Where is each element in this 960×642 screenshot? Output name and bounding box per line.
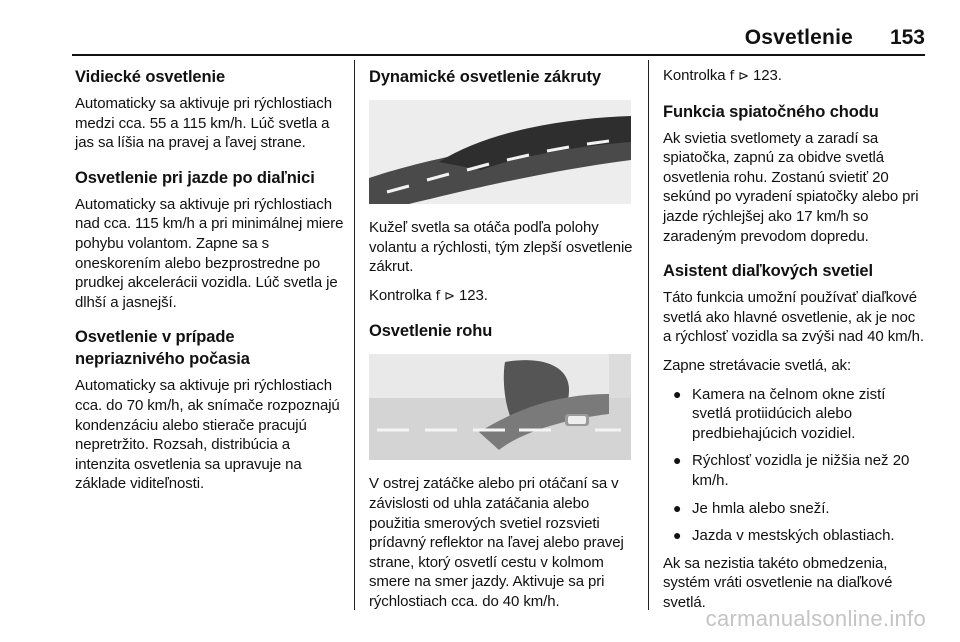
page-header [72, 26, 925, 56]
text-dynamic-curve-lighting: Kužeľ svetla sa otáča podľa polohy volantu a rýchlosti, tým zlepší osvetlenie zákrut. [369, 219, 633, 276]
column-divider-2 [648, 60, 649, 610]
page-title: Osvetlenie [744, 26, 853, 49]
list-item: ● Je hmla alebo sneží. [673, 499, 830, 517]
heading-bad-weather-line1: Osvetlenie v prípade [75, 328, 235, 347]
heading-reverse-function: Funkcia spiatočného chodu [663, 102, 879, 121]
text-restore-high-beam: Ak sa nezistia takéto obmedzenia, systém vráti osvetlenie na diaľkové svetlá. [663, 554, 893, 611]
column-divider-1 [354, 60, 355, 610]
column-1 [75, 60, 347, 503]
curve-lighting-illustration [369, 100, 631, 204]
list-item: ● Rýchlosť vozidla je nižšia než 20 km/h. [673, 452, 910, 489]
column-2 [369, 60, 635, 621]
reference-control-light: Kontrolka f ⊳ 123. [369, 286, 488, 304]
text-low-beam-conditions: Zapne stretávacie svetlá, ak: [663, 356, 852, 374]
heading-bad-weather-line2: nepriaznivého počasia [75, 350, 250, 369]
text-high-beam-assist: Táto funkcia umožní používať diaľkové svetlá ako hlavné osvetlenie, ak je noc a rýchlosť vozidla sa zvýši nad 40 km/h. [663, 289, 924, 346]
heading-corner-lighting: Osvetlenie rohu [369, 322, 493, 341]
reference-control-light-2: Kontrolka f ⊳ 123. [663, 67, 782, 84]
text-motorway-lighting: Automaticky sa aktivuje pri rýchlostiach nad cca. 115 km/h a pri minimálnej miere pohybu volantom. Zapne sa s oneskorením alebo bezprostredne po prudkej akcelerácii vozidla. Lúč svetla je dlhší a jasnejší. [75, 195, 344, 311]
text-reverse-function: Ak svietia svetlomety a zaradí sa spiatočka, zapnú za obidve svetlá osvetlenia rohu. Zostanú svietiť 20 sekúnd po vyradení spiatočky alebo pri jazde rýchlejšej ako 17 km/h so zaradeným prevodom dopredu. [663, 129, 919, 245]
text-bad-weather-lighting: Automaticky sa aktivuje pri rýchlostiach cca. do 70 km/h, ak snímače rozpoznajú kondenzáciu alebo stierače pracujú nepretržito. Rozsah, distribúcia a intenzita osvetlenia sa upravuje na základe viditeľnosti. [75, 377, 340, 493]
conditions-list [663, 385, 927, 546]
heading-dynamic-curve-lighting: Dynamické osvetlenie zákruty [369, 68, 601, 86]
heading-motorway-lighting: Osvetlenie pri jazde po diaľnici [75, 168, 315, 187]
page-reference-icon: ⊳ [738, 69, 749, 84]
figure-corner-lighting [369, 354, 631, 460]
watermark: carmanualsonline.info [705, 606, 926, 631]
heading-bad-weather-lighting [75, 326, 347, 370]
corner-lighting-illustration [369, 354, 631, 460]
heading-high-beam-assist: Asistent diaľkových svetiel [663, 262, 873, 281]
heading-rural-lighting: Vidiecké osvetlenie [75, 68, 226, 86]
column-3 [663, 60, 927, 621]
page-reference-icon: ⊳ [444, 288, 455, 304]
text-corner-lighting: V ostrej zatáčke alebo pri otáčaní sa v závislosti od uhla zatáčania alebo použitia smerových svetiel rozsvieti prídavný reflektor na ľavej alebo pravej strane, ktorý osvetlí cestu v kolmom smere na smer jazdy. Aktivuje sa pri rýchlostiach cca. do 40 km/h. [369, 475, 624, 610]
control-light-icon: f [729, 69, 735, 84]
list-item: ● Kamera na čelnom okne zistí svetlá protiidúcich alebo predbiehajúcich vozidiel. [673, 385, 886, 442]
figure-dynamic-curve-lighting [369, 100, 631, 204]
list-item: ● Jazda v mestských oblastiach. [673, 527, 895, 545]
page-number: 153 [889, 26, 925, 49]
text-rural-lighting: Automaticky sa aktivuje pri rýchlostiach medzi cca. 55 a 115 km/h. Lúč svetla a jas sa líšia na pravej a ľavej strane. [75, 95, 332, 152]
control-light-icon: f [435, 288, 441, 304]
